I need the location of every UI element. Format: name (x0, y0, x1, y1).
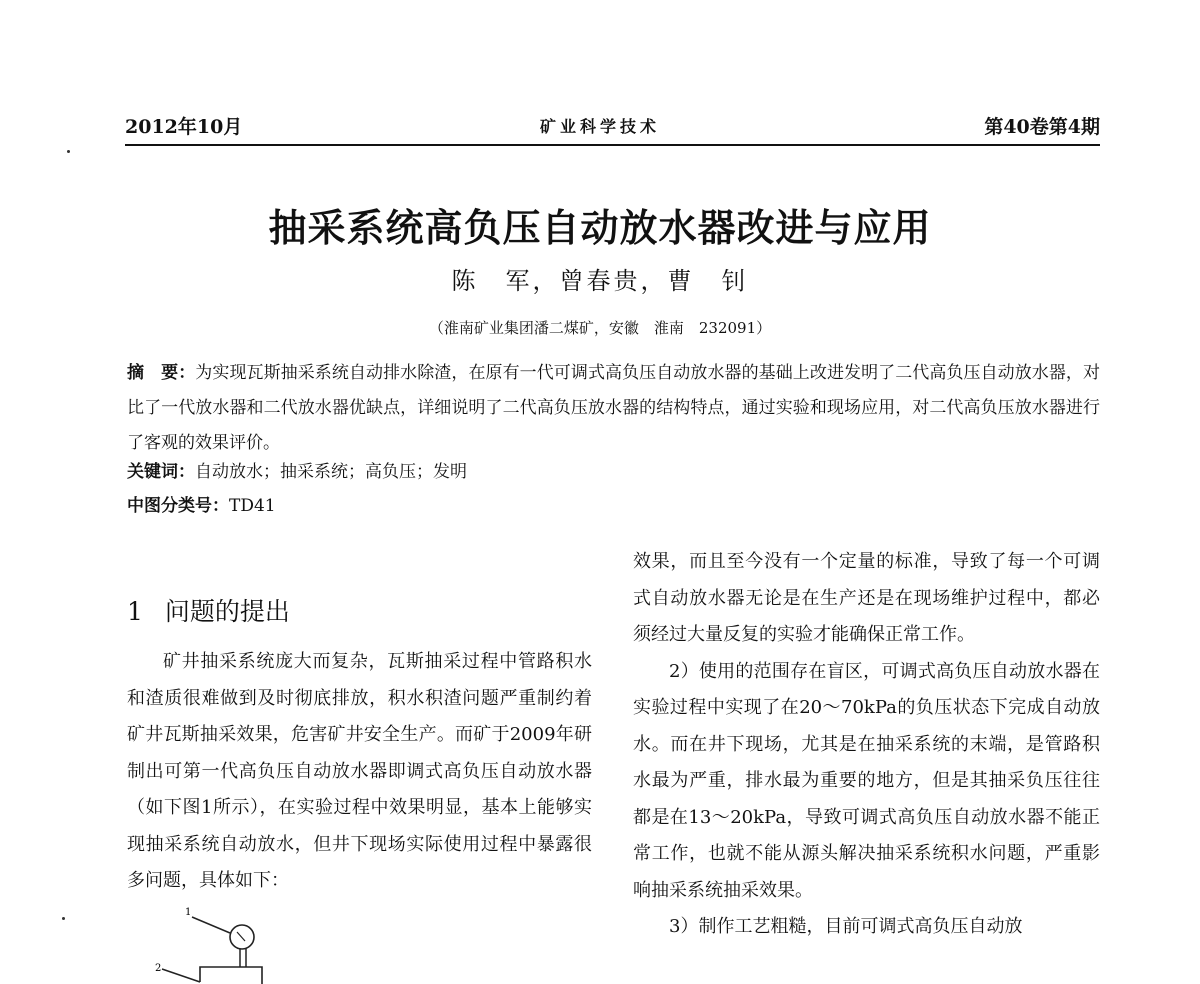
paper-authors: 陈 军，曾春贵，曹 钊 (451, 267, 749, 295)
figure-leader-2 (162, 969, 200, 982)
section-title: 问题的提出 (164, 597, 290, 626)
header-journal: 矿业科学技术 (539, 117, 660, 136)
header-date: 2012年10月 (125, 116, 243, 138)
section-heading (127, 592, 290, 628)
right-paragraph-2: 2）使用的范围存在盲区，可调式高负压自动放水器在实验过程中实现了在20～70kPa的负压状态下完成自动放水。而在井下现场，尤其是在抽采系统的末端，是管路积水最为严重，排水最为重要的地方，但是其抽采负压往往都是在13～20kPa，导致可调式高负压自动放水器不能正常工作，也就不能从源头解决抽采系统积水问题，严重影响抽采系统抽采效果。 (633, 660, 1100, 901)
left-paragraph-1: 矿井抽采系统庞大而复杂，瓦斯抽采过程中管路积水和渣质很难做到及时彻底排放，积水积渣问题严重制约着矿井瓦斯抽采效果，危害矿井安全生产。而矿于2009年研制出可第一代高负压自动放水器即调式高负压自动放水器（如下图1所示），在实验过程中效果明显，基本上能够实现抽采系统自动放水，但井下现场实际使用过程中暴露很多问题，具体如下： (127, 651, 592, 891)
keywords-text: 自动放水；抽采系统；高负压；发明 (195, 462, 467, 482)
section-number: 1 (127, 597, 143, 626)
header-rule (125, 144, 1100, 146)
left-column (127, 644, 592, 900)
abstract-text: 为实现瓦斯抽采系统自动排水除渣，在原有一代可调式高负压自动放水器的基础上改进发明了二代高负压自动放水器，对比了一代放水器和二代放水器优缺点，详细说明了二代高负压放水器的结构特点，通过实验和现场应用，对二代高负压放水器进行了客观的效果评价。 (127, 363, 1101, 453)
figure-label-2: 2 (155, 963, 162, 974)
keywords-label: 关键词： (127, 462, 195, 482)
keywords (127, 457, 1100, 482)
header-issue: 第40卷第4期 (984, 116, 1100, 138)
classification-text: TD41 (229, 496, 276, 516)
figure-label-1: 1 (185, 907, 192, 918)
figure-gauge-needle (237, 932, 245, 941)
figure-leader-1 (192, 917, 230, 933)
scan-speck (67, 150, 70, 153)
scan-speck (62, 917, 65, 920)
figure-body-outline (200, 967, 262, 984)
abstract (127, 356, 1100, 461)
figure-1-drawing (150, 905, 290, 984)
classification (127, 491, 1100, 516)
right-paragraph-1: 效果，而且至今没有一个定量的标准，导致了每一个可调式自动放水器无论是在生产还是在现场维护过程中，都必须经过大量反复的实验才能确保正常工作。 (633, 551, 1100, 645)
right-paragraph-3: 3）制作工艺粗糙，目前可调式高负压自动放 (669, 916, 1023, 937)
abstract-label: 摘 要： (127, 363, 196, 383)
classification-label: 中图分类号： (127, 496, 229, 516)
paper-title: 抽采系统高负压自动放水器改进与应用 (268, 205, 932, 250)
right-column (633, 544, 1100, 946)
paper-affiliation: （淮南矿业集团潘二煤矿，安徽 淮南 232091） (428, 319, 772, 337)
